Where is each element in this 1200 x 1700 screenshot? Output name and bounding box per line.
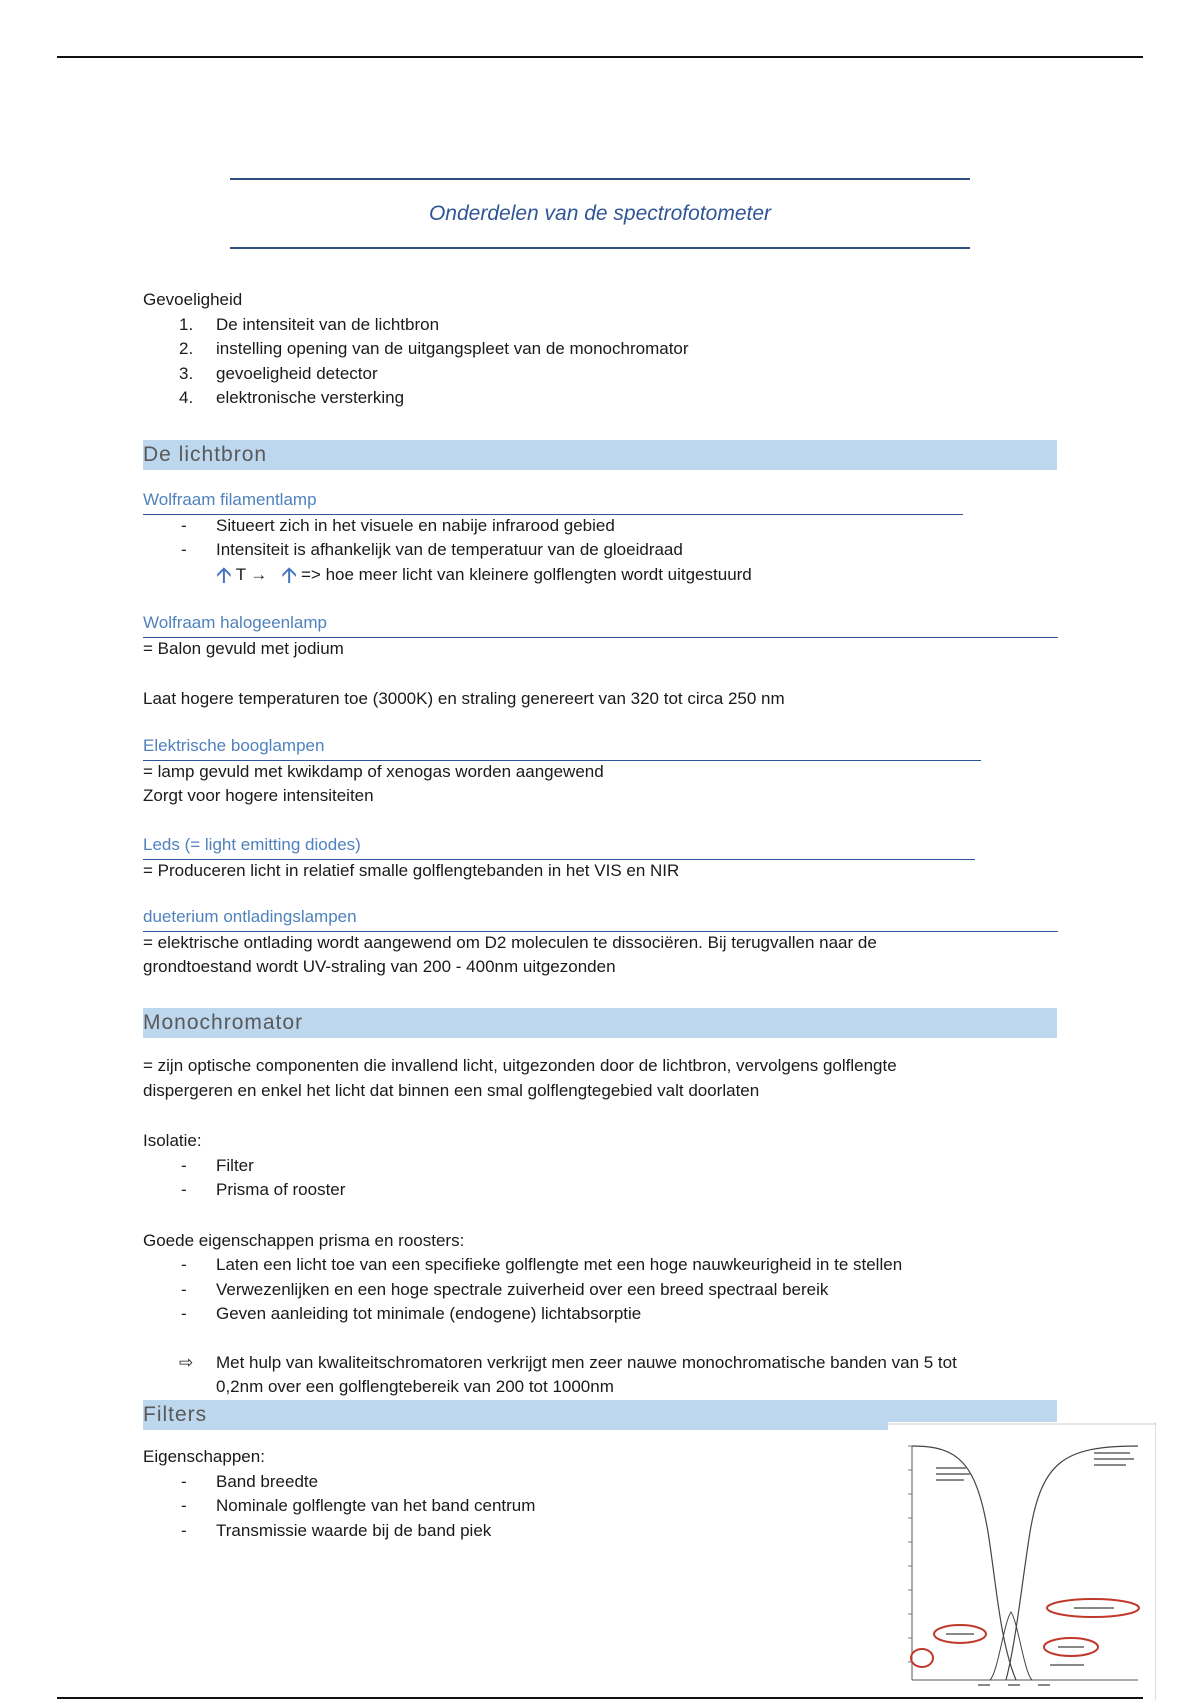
dash-bullet: - [181, 540, 187, 559]
dash-bullet: - [181, 1180, 187, 1199]
list-text: instelling opening van de uitgangspleet van de monochromator [216, 339, 689, 358]
arrow-up-icon: 🡩 [281, 561, 297, 587]
list-item [143, 386, 1058, 411]
dash-bullet: - [181, 515, 187, 535]
list-item [143, 514, 1058, 539]
list-text: Transmissie waarde bij de band piek [216, 1520, 492, 1540]
subheading-underline [143, 931, 1058, 932]
list-text: Intensiteit is afhankelijk van de temperatuur van de gloeidraad [216, 540, 683, 559]
dash-bullet: - [181, 1255, 187, 1274]
conclusion-text: Met hulp van kwaliteitschromatoren verkrijgt men zeer nauwe monochromatische banden van 5 tot [216, 1352, 957, 1372]
subheading-underline [143, 760, 981, 761]
subheading-deuterium [143, 905, 1058, 931]
list-text: Situeert zich in het visuele en nabije infrarood gebied [216, 515, 615, 535]
list-text: Verwezenlijken en een hoge spectrale zuiverheid over een breed spectraal bereik [216, 1279, 829, 1299]
wolfraam-filament-block [143, 488, 1058, 587]
leds-block [143, 833, 1058, 883]
monochromator-definition: = zijn optische componenten die invallend licht, uitgezonden door de lichtbron, vervolgens golflengte [143, 1056, 897, 1075]
deuterium-block [143, 905, 1058, 980]
booglampen-block [143, 734, 1058, 809]
subheading-underline [143, 859, 975, 860]
arrow-right-icon: → [250, 564, 268, 584]
gevoeligheid-heading: Gevoeligheid [143, 290, 243, 309]
list-item [143, 337, 1058, 362]
arrow-explanation: => hoe meer licht van kleinere golflengten wordt uitgestuurd [300, 564, 752, 584]
list-text: Laten een licht toe van een specifieke golflengte met een hoge nauwkeurigheid in te stellen [216, 1255, 903, 1274]
list-item [143, 538, 1058, 563]
filter-transmission-figure [888, 1422, 1156, 1700]
list-text: gevoeligheid detector [216, 363, 378, 383]
list-number: 3. [179, 363, 194, 383]
dash-bullet: - [181, 1471, 187, 1491]
wolfraam-filament-list [143, 514, 1058, 563]
booglampen-description: Zorgt voor hogere intensiteiten [143, 786, 374, 805]
top-page-rule [57, 56, 1143, 58]
dash-bullet: - [181, 1304, 187, 1323]
list-text: Geven aanleiding tot minimale (endogene) lichtabsorptie [216, 1304, 642, 1323]
subheading-underline [143, 637, 1058, 638]
isolatie-list [143, 1154, 1058, 1203]
leds-definition: = Produceren licht in relatief smalle golflengtebanden in het VIS en NIR [143, 860, 680, 880]
deuterium-definition-cont: grondtoestand wordt UV-straling van 200 - 400nm uitgezonden [143, 957, 616, 976]
list-number: 4. [179, 388, 194, 407]
list-number: 1. [179, 314, 194, 334]
deuterium-definition: = elektrische ontlading wordt aangewend om D2 moleculen te dissociëren. Bij terugvallen naar de [143, 932, 877, 952]
figure-background [888, 1422, 1156, 1700]
list-item [143, 313, 1058, 338]
subheading-text: Wolfraam halogeenlamp [143, 613, 327, 632]
section-heading-lichtbron: De lichtbron [143, 440, 1057, 470]
list-item [143, 362, 1058, 387]
eigenschappen-heading: Goede eigenschappen prisma en roosters: [143, 1230, 465, 1250]
conclusion [143, 1351, 1058, 1400]
subheading-wolfraam-filament [143, 488, 1058, 514]
eigenschappen-list [143, 1253, 1058, 1327]
subheading-booglampen [143, 734, 1058, 760]
section-heading-filters: Filters [143, 1400, 1057, 1430]
list-item [143, 1154, 1058, 1179]
list-text: De intensiteit van de lichtbron [216, 314, 440, 334]
list-item [143, 1178, 1058, 1203]
booglampen-definition: = lamp gevuld met kwikdamp of xenogas worden aangewend [143, 761, 604, 781]
list-item [143, 1302, 1058, 1327]
page-title: Onderdelen van de spectrofotometer [428, 202, 772, 225]
subheading-leds [143, 833, 1058, 859]
monochromator-block [143, 1054, 1058, 1400]
temperature-label: T [235, 564, 247, 584]
filters-eigenschappen-heading: Eigenschappen: [143, 1447, 265, 1466]
subheading-text: Wolfraam filamentlamp [143, 490, 317, 509]
isolatie-heading: Isolatie: [143, 1131, 202, 1150]
title-block [230, 178, 970, 249]
halogeen-definition: = Balon gevuld met jodium [143, 638, 344, 658]
arrow-up-icon: 🡩 [216, 561, 232, 587]
list-text: Filter [216, 1155, 254, 1175]
halogeen-description: Laat hogere temperaturen toe (3000K) en straling genereert van 320 tot circa 250 nm [143, 689, 785, 708]
list-number: 2. [179, 339, 194, 358]
list-text: elektronische versterking [216, 388, 405, 407]
subheading-wolfraam-halogeen [143, 611, 1058, 637]
dash-bullet: - [181, 1520, 187, 1540]
monochromator-definition-cont: dispergeren en enkel het licht dat binnen een smal golflengtegebied valt doorlaten [143, 1080, 760, 1100]
gevoeligheid-block [143, 288, 1058, 411]
dash-bullet: - [181, 1155, 187, 1175]
gevoeligheid-list [143, 313, 1058, 411]
section-heading-monochromator: Monochromator [143, 1008, 1057, 1038]
wolfraam-halogeen-block [143, 611, 1058, 712]
subheading-text: dueterium ontladingslampen [143, 907, 357, 926]
temperature-arrow-row [143, 563, 1058, 588]
title-bottom-line [230, 247, 970, 249]
list-text: Nominale golflengte van het band centrum [216, 1496, 536, 1515]
subheading-text: Elektrische booglampen [143, 736, 325, 755]
bottom-page-rule [57, 1697, 1143, 1699]
dash-bullet: - [181, 1496, 187, 1515]
list-item [143, 1278, 1058, 1303]
implies-arrow-icon: ⇨ [179, 1352, 194, 1372]
list-text: Prisma of rooster [216, 1180, 346, 1199]
list-text: Band breedte [216, 1471, 319, 1491]
subheading-text: Leds (= light emitting diodes) [143, 835, 361, 854]
dash-bullet: - [181, 1279, 187, 1299]
list-item [143, 1253, 1058, 1278]
conclusion-text-cont: 0,2nm over een golflengtebereik van 200 tot 1000nm [216, 1377, 614, 1396]
